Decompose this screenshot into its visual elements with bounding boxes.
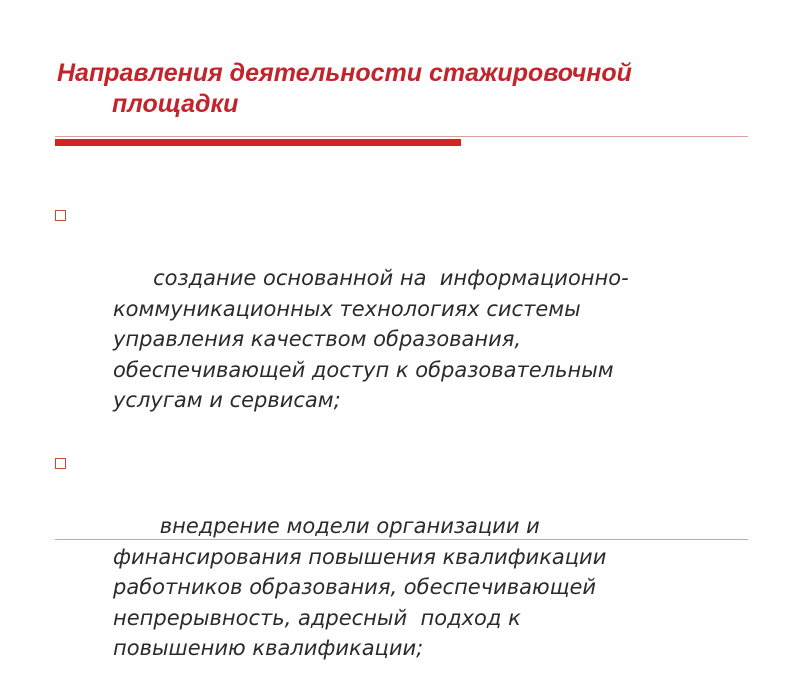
title-thin-divider [55, 136, 748, 137]
bullet-item [55, 450, 755, 694]
bullet-item [55, 202, 755, 446]
square-bullet-icon [55, 210, 66, 221]
title-accent-bar [55, 139, 461, 146]
slide-title-line-2: площадки [112, 90, 239, 118]
bullet-text: создание основанной на информационно- коммуникационных технологиях системы управления качеством образования, обеспечивающей доступ к образовательным услугам и сервисам; [113, 266, 629, 412]
slide-title-line-1: Направления деятельности стажировочной [57, 59, 632, 87]
bullet-list [55, 202, 755, 698]
bullet-text: внедрение модели организации и финансирования повышения квалификации работников образования, обеспечивающей непрерывность, адресный подход к повышению квалификации; [113, 514, 607, 660]
square-bullet-icon [55, 458, 66, 469]
slide-title [57, 58, 757, 120]
bottom-divider [55, 539, 748, 540]
